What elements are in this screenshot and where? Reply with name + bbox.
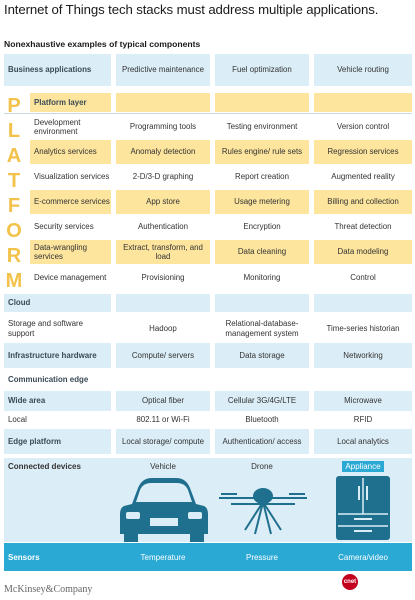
table-cell <box>116 294 210 312</box>
device-label: Vehicle <box>150 462 176 471</box>
section-label: Communication edge <box>8 375 89 385</box>
row-label: Infrastructure hardware <box>4 343 111 368</box>
table-cell: Provisioning <box>141 273 185 283</box>
row-label: Platform layer <box>30 93 111 112</box>
table-row <box>4 165 412 189</box>
table-cell: Optical fiber <box>116 391 210 411</box>
table-cell: Data modeling <box>314 240 412 264</box>
table-cell: Billing and collection <box>314 190 412 214</box>
table-cell: Compute/ servers <box>116 343 210 368</box>
table-row <box>4 93 412 112</box>
sensor-label: Camera/video <box>338 552 388 562</box>
platform-letter: T <box>7 170 21 192</box>
table-cell: Relational-database- management system <box>225 319 299 338</box>
table-row <box>4 140 412 164</box>
table-row <box>4 343 412 368</box>
table-row <box>4 265 412 291</box>
table-cell: Hadoop <box>149 323 177 333</box>
row-label: Analytics services <box>30 140 111 164</box>
platform-letter: A <box>6 145 22 167</box>
table-cell: Time-series historian <box>326 323 400 333</box>
platform-letter: M <box>5 270 23 292</box>
table-cell: Predictive maintenance <box>116 54 210 86</box>
table-cell: Authentication <box>137 222 188 232</box>
table-row <box>4 411 412 429</box>
table-cell: Regression services <box>314 140 412 164</box>
table-cell: 802.11 or Wi-Fi <box>136 415 190 425</box>
cnet-logo: cnet <box>342 574 358 590</box>
table-row <box>4 215 412 239</box>
table-cell: Report creation <box>235 172 289 182</box>
platform-letter: R <box>6 245 22 267</box>
table-cell <box>116 93 210 112</box>
row-label: Edge platform <box>4 429 111 454</box>
platform-letter: F <box>7 195 21 217</box>
table-cell <box>215 294 309 312</box>
table-cell: 2-D/3-D graphing <box>132 172 194 182</box>
connected-devices-row <box>4 458 412 542</box>
table-cell: Threat detection <box>334 222 392 232</box>
row-label: Sensors <box>8 552 40 562</box>
sensor-label: Pressure <box>245 552 278 562</box>
table-cell: Programming tools <box>129 122 197 132</box>
table-cell: Rules engine/ rule sets <box>215 140 309 164</box>
table-cell: Data cleaning <box>215 240 309 264</box>
table-cell: Cellular 3G/4G/LTE <box>215 391 309 411</box>
row-label: Wide area <box>4 391 111 411</box>
section-label: Cloud <box>4 294 111 312</box>
row-label: Business applications <box>4 54 111 86</box>
drone-icon <box>215 474 311 542</box>
table-cell: Control <box>350 273 376 283</box>
row-label: Security services <box>34 222 94 232</box>
table-row <box>4 115 412 139</box>
row-label: Connected devices <box>8 462 81 471</box>
sensors-row <box>4 543 412 571</box>
table-cell: Data storage <box>215 343 309 368</box>
table-cell: Usage metering <box>215 190 309 214</box>
table-cell: Testing environment <box>226 122 298 132</box>
platform-letter: L <box>7 120 21 142</box>
table-row <box>4 190 412 214</box>
table-cell: Encryption <box>243 222 281 232</box>
table-cell: Version control <box>336 122 390 132</box>
device-label: Drone <box>251 462 273 471</box>
table-cell <box>314 294 412 312</box>
table-cell: Local analytics <box>314 429 412 454</box>
device-label: Appliance <box>342 461 383 472</box>
sensor-label: Temperature <box>140 552 186 562</box>
table-cell: App store <box>116 190 210 214</box>
table-cell: Networking <box>314 343 412 368</box>
table-row <box>4 294 412 312</box>
platform-letter: O <box>6 220 22 242</box>
row-label: Storage and software support <box>8 319 84 338</box>
source-credit: McKinsey&Company <box>4 584 93 595</box>
refrigerator-icon <box>314 474 412 542</box>
table-row <box>4 315 412 342</box>
row-label: Data-wrangling services <box>30 240 111 264</box>
table-row <box>4 54 412 86</box>
row-label: Device management <box>34 273 107 283</box>
row-label: Visualization services <box>34 172 110 182</box>
row-label: E-commerce services <box>30 190 111 214</box>
car-icon <box>116 474 212 542</box>
table-cell: Bluetooth <box>245 415 279 425</box>
platform-letter: P <box>7 95 21 117</box>
table-row <box>4 371 412 389</box>
table-cell: Local storage/ compute <box>116 429 210 454</box>
table-cell <box>314 93 412 112</box>
table-cell: Anomaly detection <box>116 140 210 164</box>
table-row <box>4 240 412 264</box>
page-subtitle: Nonexhaustive examples of typical components <box>4 39 201 49</box>
table-cell: Monitoring <box>243 273 281 283</box>
device-label-wrap <box>314 462 412 471</box>
row-label: Development environment <box>34 117 81 136</box>
table-cell: Vehicle routing <box>314 54 412 86</box>
table-cell: RFID <box>353 415 373 425</box>
page-title: Internet of Things tech stacks must address multiple applications. <box>4 2 379 17</box>
table-row <box>4 391 412 411</box>
table-cell: Augmented reality <box>331 172 395 182</box>
row-label: Local <box>8 415 27 425</box>
table-row <box>4 429 412 454</box>
table-cell: Extract, transform, and load <box>116 240 210 264</box>
table-cell: Microwave <box>314 391 412 411</box>
table-cell: Authentication/ access <box>215 429 309 454</box>
table-cell: Fuel optimization <box>215 54 309 86</box>
table-cell <box>215 93 309 112</box>
